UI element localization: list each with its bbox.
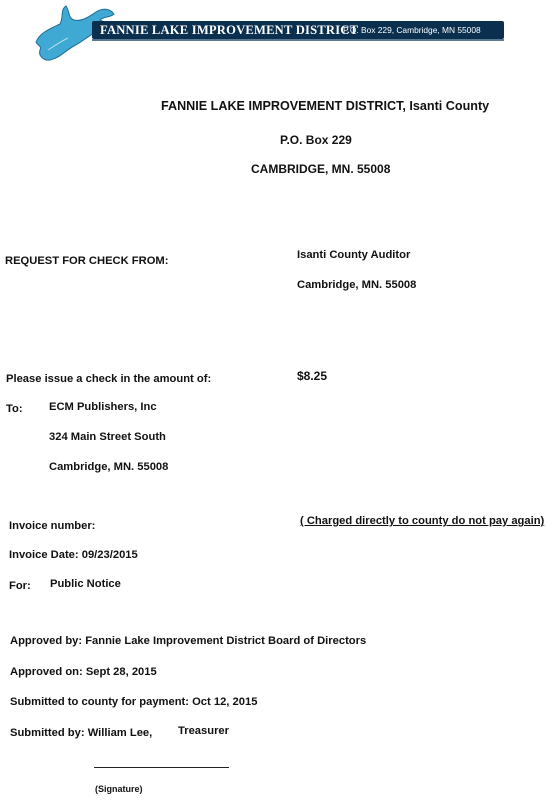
submitted-by: Submitted by: William Lee,: [10, 727, 153, 739]
payee-name: ECM Publishers, Inc: [49, 401, 157, 413]
letterhead-address: P.O. Box 229, Cambridge, MN 55008: [343, 25, 481, 35]
header-city: CAMBRIDGE, MN. 55008: [251, 162, 391, 176]
submitted-to-county: Submitted to county for payment: Oct 12, 2015: [10, 696, 258, 708]
letterhead-org-name: FANNIE LAKE IMPROVEMENT DISTRICT: [100, 23, 359, 37]
approved-on: Approved on: Sept 28, 2015: [10, 666, 157, 678]
request-from-city: Cambridge, MN. 55008: [297, 279, 417, 291]
letterhead: [0, 0, 547, 66]
payment-label: Please issue a check in the amount of:: [6, 373, 212, 385]
approved-by: Approved by: Fannie Lake Improvement District Board of Directors: [10, 635, 367, 647]
request-from-name: Isanti County Auditor: [297, 249, 411, 261]
signature-label: (Signature): [95, 784, 143, 794]
invoice-number-label: Invoice number:: [9, 520, 96, 532]
header-po-box: P.O. Box 229: [280, 133, 352, 147]
invoice-note: ( Charged directly to county do not pay again): [300, 515, 545, 527]
invoice-for-label: For:: [9, 580, 31, 592]
document-title: FANNIE LAKE IMPROVEMENT DISTRICT, Isanti County: [161, 99, 490, 113]
signature-line: [94, 767, 229, 768]
letterhead-band-shadow: [92, 39, 504, 41]
submitter-role: Treasurer: [178, 725, 229, 737]
invoice-for-value: Public Notice: [50, 578, 121, 590]
invoice-date: Invoice Date: 09/23/2015: [9, 549, 138, 561]
payee-street: 324 Main Street South: [49, 431, 166, 443]
payee-city: Cambridge, MN. 55008: [49, 461, 169, 473]
payee-label: To:: [6, 403, 23, 415]
request-label: REQUEST FOR CHECK FROM:: [5, 255, 169, 267]
payment-amount: $8.25: [297, 369, 328, 383]
